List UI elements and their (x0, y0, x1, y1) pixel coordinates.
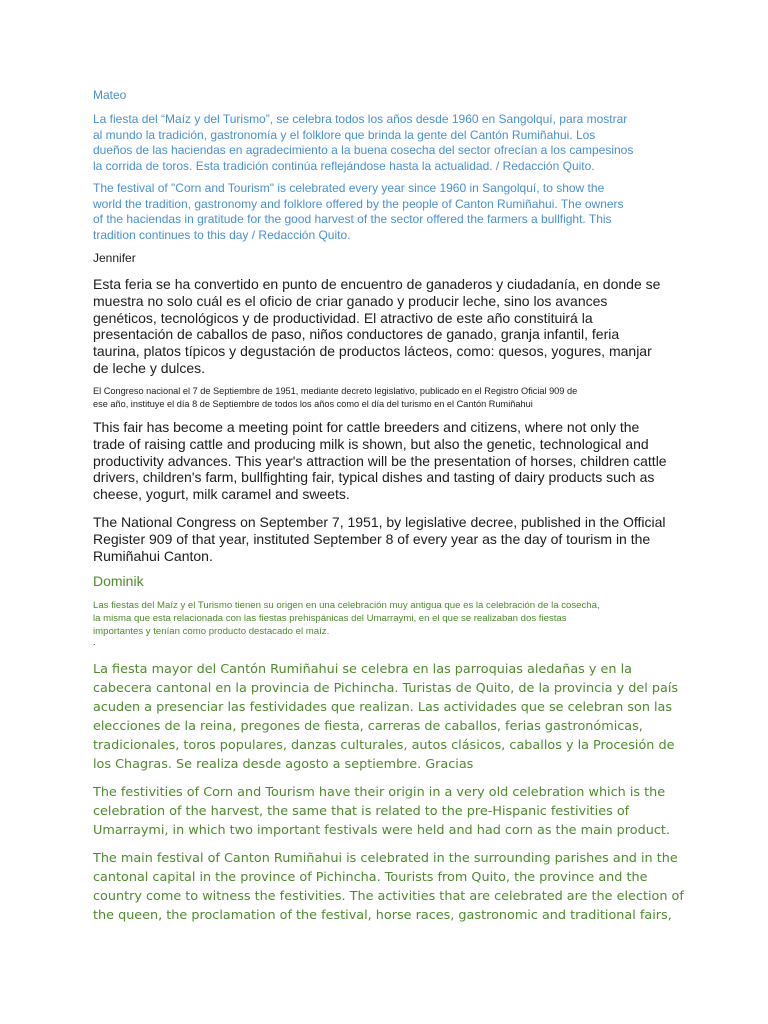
text-line: la misma que esta relacionada con las fiestas prehispánicas del Umarraymi, en el que se realizaban dos fiestas (93, 613, 567, 624)
jennifer-congress-paragraph (93, 514, 666, 564)
text-line: acuden a presenciar las festividades que realizan. Las actividades que se celebran son las (93, 700, 673, 716)
text-line: de leche y dulces. (93, 359, 206, 376)
text-line: The festival of "Corn and Tourism" is celebrated every year since 1960 in Sangolquí, to show the (93, 181, 605, 195)
text-line: ese año, instituye el día 8 de Septiembre de todos los años como el día del turismo en el Cantón Rumiñahui (93, 399, 533, 409)
text-line: Las fiestas del Maíz y el Turismo tienen su origen en una celebración muy antigua que es la celebración de la cosecha, (93, 600, 600, 611)
text-line: El Congreso nacional el 7 de Septiembre de 1951, mediante decreto legislativo, publicado en el Registro Oficial 909 de (93, 386, 578, 396)
text-line: tradition continues to this day / Redacción Quito. (93, 227, 351, 242)
text-line: Umarraymi, in which two important festivals were held and had corn as the main product. (93, 823, 670, 839)
text-line: importantes y tenían como producto destacado el maíz. (93, 626, 330, 637)
text-line: This fair has become a meeting point for cattle breeders and citizens, where not only the (93, 419, 640, 435)
text-line: cabecera cantonal en la provincia de Pichincha. Turistas de Quito, de la provincia y del país (93, 681, 679, 697)
text-line: elecciones de la reina, pregones de fiesta, carreras de caballos, ferias gastronómicas, (93, 719, 643, 735)
text-line: trade of raising cattle and producing milk is shown, but also the genetic, technological and (93, 435, 649, 452)
author-name-dominik: Dominik (93, 573, 144, 589)
dominik-english-paragraph-2 (93, 849, 684, 925)
jennifer-english-paragraph (93, 419, 667, 503)
text-line: muestra no solo cuál es el oficio de criar ganado y producir leche, sino los avances (93, 292, 608, 309)
text-line: La fiesta del “Maíz y del Turismo”, se celebra todos los años desde 1960 en Sangolquí, para mostrar (93, 112, 628, 126)
dominik-small-paragraph (93, 599, 600, 638)
text-line: dueños de las haciendas en agradecimiento a la buena cosecha del sector ofrecían a los campesinos (93, 143, 634, 157)
text-line: taurina, platos típicos y degustación de productos lácteos, como: quesos, yogures, manjar (93, 343, 652, 360)
jennifer-congreso-note (93, 385, 577, 411)
text-line: Esta feria se ha convertido en punto de encuentro de ganaderos y ciudadanía, en donde se (93, 276, 661, 292)
text-line: productivity advances. This year's attraction will be the presentation of horses, children cattle (93, 452, 667, 469)
text-line: la corrida de toros. Esta tradición continúa reflejándose hasta la actualidad. / Redacción Quito. (93, 158, 595, 173)
text-line: Rumiñahui Canton. (93, 547, 213, 564)
text-line: The National Congress on September 7, 1951, by legislative decree, published in the Official (93, 514, 666, 530)
text-line: La fiesta mayor del Cantón Rumiñahui se celebra en las parroquias aledañas y en la (93, 662, 632, 677)
text-line: genéticos, tecnológicos y de productividad. El atractivo de este año constituirá la (93, 309, 593, 326)
text-line: The festivities of Corn and Tourism have their origin in a very old celebration which is the (93, 785, 666, 800)
text-line: drivers, children's farm, bullfighting fair, typical dishes and tasting of dairy products such as (93, 469, 655, 486)
text-line: al mundo la tradición, gastronomía y el folklore que brinda la gente del Cantón Rumiñahui. Los (93, 127, 596, 142)
text-line: cantonal capital in the province of Pichincha. Tourists from Quito, the province and the (93, 870, 648, 886)
text-line: the queen, the proclamation of the festival, horse races, gastronomic and traditional fairs, (93, 908, 672, 924)
jennifer-spanish-paragraph (93, 276, 660, 377)
dominik-spanish-paragraph (93, 660, 678, 775)
text-line: of the haciendas in gratitude for the good harvest of the sector offered the farmers a bullfight. This (93, 212, 612, 226)
text-line: world the tradition, gastronomy and folklore offered by the people of Canton Rumiñahui. The owners (93, 196, 624, 211)
text-line: cheese, yogurt, milk caramel and sweets. (93, 486, 350, 503)
dominik-english-paragraph-1 (93, 783, 670, 840)
text-line: The main festival of Canton Rumiñahui is celebrated in the surrounding parishes and in the (93, 851, 678, 866)
author-name-jennifer: Jennifer (93, 251, 136, 265)
text-line: country come to witness the festivities. The activities that are celebrated are the election of (93, 889, 684, 905)
text-line: celebration of the harvest, the same that is related to the pre-Hispanic festivities of (93, 804, 630, 820)
text-line: los Chagras. Se realiza desde agosto a septiembre. Gracias (93, 757, 474, 773)
mateo-spanish-paragraph (93, 112, 633, 174)
text-line: Register 909 of that year, instituted September 8 of every year as the day of tourism in the (93, 530, 651, 547)
text-line: tradicionales, toros populares, danzas culturales, autos clásicos, caballos y la Procesión de (93, 738, 675, 754)
author-name-mateo: Mateo (93, 88, 127, 102)
dominik-dot: . (93, 637, 96, 647)
text-line: presentación de caballos de paso, niños conductores de ganado, granja infantil, feria (93, 326, 620, 343)
mateo-english-paragraph (93, 181, 624, 243)
